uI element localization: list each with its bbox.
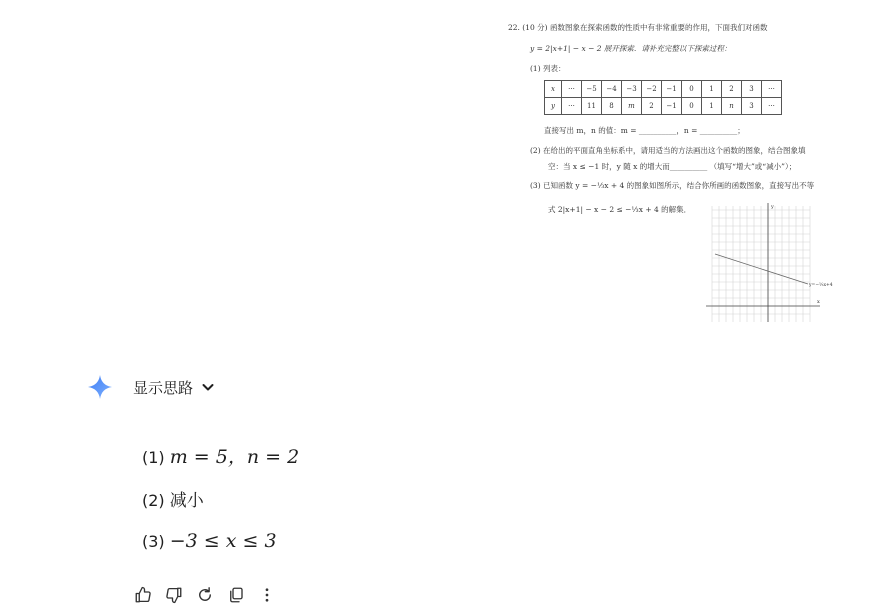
problem-line-1: 22. (10 分) 函数图象在探索函数的性质中有非常重要的作用，下面我们对函数 (508, 23, 768, 32)
show-thinking-toggle[interactable] (87, 374, 215, 400)
mn-question: 直接写出 m，n 的值：m = __________，n = __________； (544, 126, 745, 135)
problem-line-2: y = 2|x+1| − x − 2 展开探索．请补充完整以下探索过程： (530, 44, 732, 53)
more-options-button[interactable] (257, 585, 277, 605)
table-cell: 1 (702, 81, 722, 98)
answer-text: 减小 (169, 491, 204, 511)
table-cell: m (622, 98, 642, 115)
table-cell: 0 (682, 98, 702, 115)
table-cell: 1 (702, 98, 722, 115)
part2-line-a: (2) 在给出的平面直角坐标系中，请用适当的方法画出这个函数的图象，结合图象填 (530, 146, 806, 155)
value-table (544, 80, 782, 115)
table-cell: ··· (562, 81, 582, 98)
table-cell: −1 (662, 81, 682, 98)
answer-number: (3) (142, 532, 170, 551)
table-cell: x (545, 81, 562, 98)
answer-math: m = 5，n = 2 (169, 446, 300, 468)
more-vert-icon (258, 586, 276, 604)
table-row-y (545, 98, 782, 115)
answer-line-3 (142, 530, 277, 552)
graph-line (715, 254, 808, 284)
table-cell: ··· (762, 98, 782, 115)
table-cell: 3 (742, 98, 762, 115)
chevron-down-icon (201, 380, 215, 394)
part3-line-a: (3) 已知函数 y = −⅓x + 4 的图象如图所示，结合你所画的函数图象，直接写出不等 (530, 181, 815, 190)
answer-math: −3 ≤ x ≤ 3 (169, 530, 277, 552)
table-cell: 0 (682, 81, 702, 98)
answer-number: (1) (142, 448, 170, 467)
table-cell: n (722, 98, 742, 115)
response-action-bar (133, 585, 288, 605)
graph-y-label: y (771, 204, 774, 210)
thumbs-up-button[interactable] (133, 585, 153, 605)
graph-grid (712, 206, 810, 322)
thumbs-down-icon (165, 586, 183, 604)
table-cell: −3 (622, 81, 642, 98)
part1-label: (1) 列表： (530, 64, 566, 73)
table-cell: −1 (662, 98, 682, 115)
part2-line-b: 空：当 x ≤ −1 时，y 随 x 的增大而__________ （填写“增大”或“减小”）； (548, 162, 797, 171)
copy-icon (227, 586, 245, 604)
table-cell: −5 (582, 81, 602, 98)
part3-line-b: 式 2|x+1| − x − 2 ≤ −⅓x + 4 的解集． (548, 205, 692, 214)
gemini-spark-icon (87, 374, 113, 400)
answer-number: (2) (142, 491, 170, 510)
answer-line-1 (142, 442, 299, 469)
table-cell: 11 (582, 98, 602, 115)
copy-button[interactable] (226, 585, 246, 605)
table-cell: −2 (642, 81, 662, 98)
show-thinking-label: 显示思路 (133, 378, 194, 397)
graph-line-label: y=−⅓x+4 (809, 283, 833, 288)
table-cell: 2 (722, 81, 742, 98)
thumbs-down-button[interactable] (164, 585, 184, 605)
table-cell: y (545, 98, 562, 115)
regenerate-button[interactable] (195, 585, 215, 605)
regenerate-icon (196, 586, 214, 604)
table-cell: 3 (742, 81, 762, 98)
table-cell: 8 (602, 98, 622, 115)
thumbs-up-icon (134, 586, 152, 604)
table-cell: ··· (762, 81, 782, 98)
graph-x-label: x (817, 299, 820, 305)
table-cell: 2 (642, 98, 662, 115)
answer-line-2 (142, 486, 204, 511)
table-cell: −4 (602, 81, 622, 98)
table-row-x (545, 81, 782, 98)
coordinate-graph (702, 202, 840, 324)
table-cell: ··· (562, 98, 582, 115)
